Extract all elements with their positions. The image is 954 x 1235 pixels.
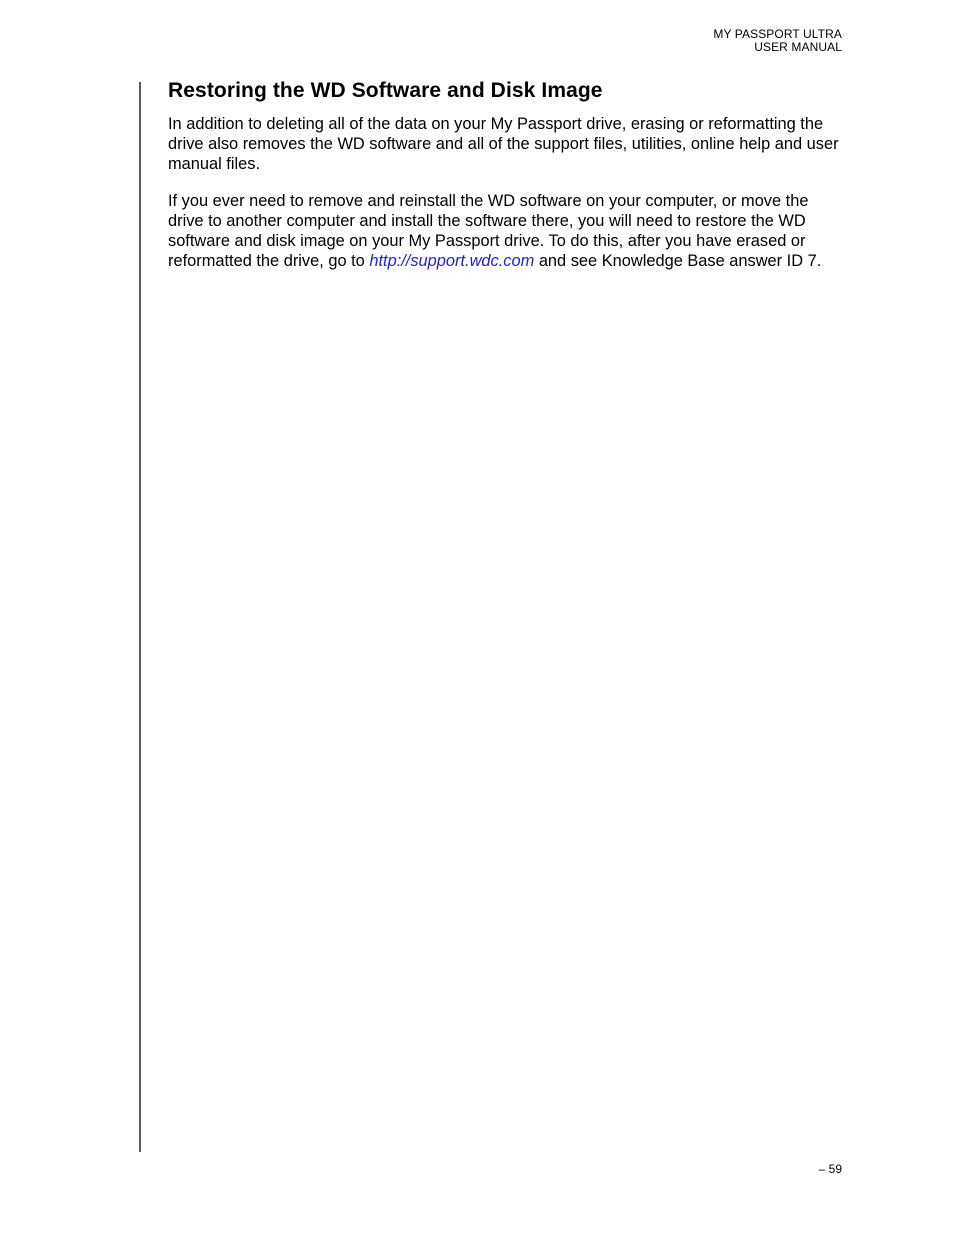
paragraph-text-after-link: and see Knowledge Base answer ID 7.: [534, 252, 822, 270]
paragraph-erase-effects: In addition to deleting all of the data on your My Passport drive, erasing or reformatting the drive also removes the WD software and all of the support files, utilities, online help and user manual files.: [168, 115, 839, 173]
header-doc-type: USER MANUAL: [754, 40, 842, 54]
support-link[interactable]: http://support.wdc.com: [369, 252, 535, 270]
section-heading: Restoring the WD Software and Disk Image: [168, 79, 603, 102]
header-product-name: MY PASSPORT ULTRA: [713, 27, 842, 41]
page-content: [168, 78, 848, 288]
margin-rule: [139, 82, 141, 1152]
page-number: – 59: [818, 1162, 842, 1176]
paragraph-text-before-link: If you ever need to remove and reinstall the WD software on your computer, or move the drive to another computer and install the software there, you will need to restore the WD software and disk image on your My Passport drive. To do this, after you have erased or reformatted the drive, go to: [168, 192, 809, 270]
running-header: [713, 28, 842, 54]
paragraph-restore-instructions: [168, 191, 848, 271]
